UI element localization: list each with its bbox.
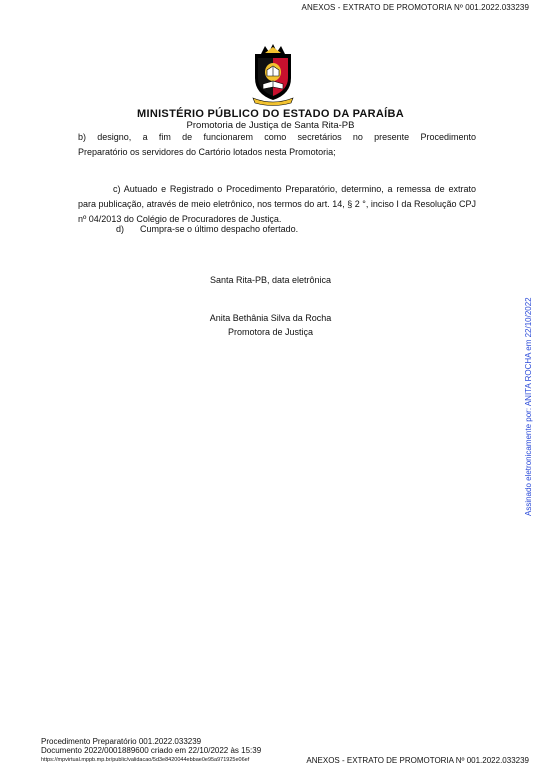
paragraph-c-line3: nº 04/2013 do Colégio de Procuradores de Justiça. (78, 214, 282, 224)
place-date: Santa Rita-PB, data eletrônica (209, 275, 332, 285)
signer-role: Promotora de Justiça (227, 327, 314, 337)
footer-reference: ANEXOS - EXTRATO DE PROMOTORIA Nº 001.2022.033239 (306, 756, 529, 765)
paragraph-d-text: Cumpra-se o último despacho ofertado. (140, 224, 299, 234)
document-header-reference: ANEXOS - EXTRATO DE PROMOTORIA Nº 001.2022.033239 (301, 3, 529, 12)
organization-title: MINISTÉRIO PÚBLICO DO ESTADO DA PARAÍBA (137, 108, 404, 120)
paragraph-b (78, 130, 476, 160)
paragraph-d-label: d) (116, 224, 125, 234)
paragraph-c-line2: para publicação, através de meio eletrônico, nos termos do art. 14, § 2 °, inciso I da Resolução CPJ (78, 199, 476, 209)
footer-document: Documento 2022/0001889600 criado em 22/10/2022 às 15:39 (41, 746, 262, 755)
paragraph-b-line2: Preparatório os servidores do Cartório lotados nesta Promotoria; (78, 147, 336, 157)
paragraph-c-line1: c) Autuado e Registrado o Procedimento Preparatório, determino, a remessa de extrato (113, 184, 476, 194)
footer-validation-url: https://mpvirtual.mppb.mp.br/public/validacao/5d3e8420044ebbae0e95a971925e06ef (41, 757, 250, 763)
paragraph-d (116, 224, 298, 234)
footer-procedure: Procedimento Preparatório 001.2022.033239 (41, 737, 202, 746)
organization-unit: Promotoria de Justiça de Santa Rita-PB (186, 120, 355, 131)
paragraph-b-line1: b) designo, a fim de funcionarem como secretários no presente Procedimento (78, 132, 476, 142)
signer-name: Anita Bethânia Silva da Rocha (209, 313, 332, 323)
paragraph-c (78, 182, 476, 227)
electronic-signature-stamp: Assinado eletronicamente por: ANITA ROCHA em 22/10/2022 (524, 297, 533, 516)
coat-of-arms-icon (251, 44, 295, 106)
